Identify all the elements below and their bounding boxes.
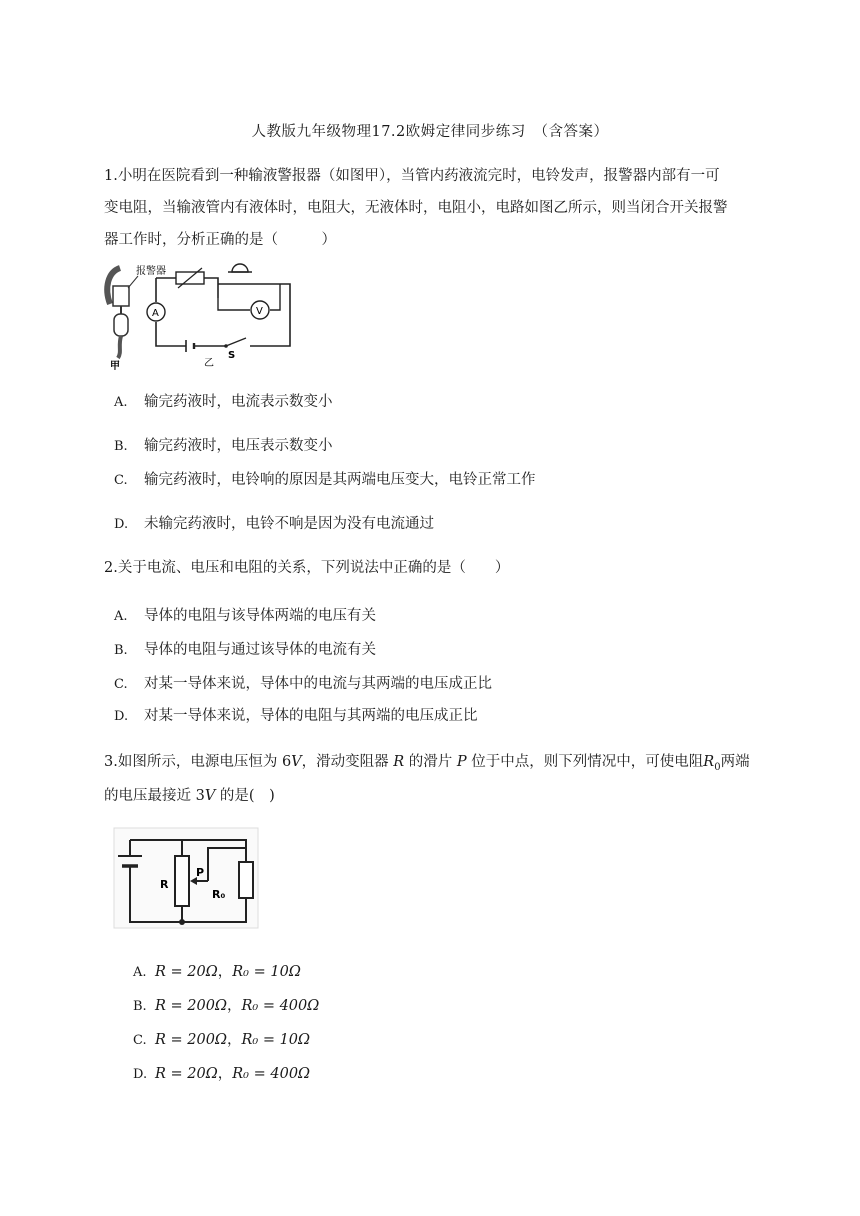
q3-text: ，滑动变阻器 [301,754,394,770]
option-sep: ， [226,998,242,1014]
resistor-r0 [239,862,253,898]
option-r: R = 200Ω [155,998,227,1014]
option-sep: ， [226,1032,242,1048]
yi-label: 乙 [204,358,214,369]
q1-stem-line-3: 器工作时，分析正确的是（ ） [104,232,336,248]
option-text: 对某一导体来说，导体的电阻与其两端的电压成正比 [144,708,478,724]
q1-option-d [114,514,434,535]
q3-var-r0-sub: 0 [714,761,721,773]
q2-option-b [114,640,376,661]
q3-var-p: P [456,754,467,770]
option-r0: R₀ = 10Ω [232,964,301,980]
bell-icon [232,264,248,272]
option-r: R = 200Ω [155,1032,227,1048]
switch-icon [226,338,246,346]
option-text: 未输完药液时，电铃不响是因为没有电流通过 [144,516,434,532]
q3-option-b [133,996,319,1017]
q1-circuit-figure [100,258,300,373]
option-letter: D. [133,1067,148,1082]
option-text: 输完药液时，电流表示数变小 [144,394,333,410]
option-text: 导体的电阻与通过该导体的电流有关 [144,642,376,658]
q1-option-c [114,470,536,491]
r-label: R [160,878,169,891]
lower-tube [118,336,121,358]
switch-pivot [224,344,228,348]
q3-stem-line-1 [104,752,750,778]
q3-unit-v: V [291,754,302,770]
jia-label: 甲 [110,361,120,372]
ammeter-label: A [152,308,159,319]
alarm-box [113,286,129,306]
q3-text: 位于中点，则下列情况中，可使电阻 [466,754,704,770]
q1-stem-line-1: 1.小明在医院看到一种输液警报器（如图甲），当管内药液流完时，电铃发声，报警器内部有一可 [104,168,720,184]
q3-text: 的电压最接近 3 [104,788,205,804]
q3-text: 两端 [720,754,750,770]
option-letter: A. [114,609,128,624]
option-letter: B. [114,439,128,454]
option-text: 输完药液时，电压表示数变小 [144,438,333,454]
q2-option-a [114,606,376,627]
option-sep: ， [217,1066,233,1082]
option-r0: R₀ = 400Ω [241,998,320,1014]
alarm-label: 报警器 [136,266,166,277]
page-title: 人教版九年级物理17.2欧姆定律同步练习 （含答案） [251,124,609,140]
option-letter: A. [133,965,147,980]
q3-text: 的滑片 [404,754,457,770]
circuit-wires [156,278,290,346]
switch-label: S [228,350,236,361]
option-r0: R₀ = 10Ω [241,1032,311,1048]
q1-stem-line-2: 变电阻，当输液管内有液体时，电阻大，无液体时，电阻小，电路如图乙所示，则当闭合开关报警 [104,200,728,216]
q1-option-b [114,436,333,457]
option-r: R = 20Ω [155,1066,218,1082]
alarm-pointer [128,276,138,288]
option-r0: R₀ = 400Ω [232,1066,311,1082]
q3-circuit-figure [112,826,260,930]
option-letter: C. [114,473,128,488]
option-letter: D. [114,517,129,532]
q2-option-c [114,674,492,695]
voltmeter-label: V [256,306,263,317]
q3-var-r0: R [703,754,715,770]
q3-var-r: R [393,754,405,770]
q3-option-c [133,1030,310,1051]
q3-unit-v: V [204,788,216,804]
drip-chamber [114,314,128,336]
option-letter: C. [114,677,128,692]
option-r: R = 20Ω [155,964,218,980]
q3-option-d [133,1064,310,1085]
voltmeter-wires [218,284,280,310]
q3-text: 3.如图所示，电源电压恒为 6 [104,754,292,770]
option-text: 导体的电阻与该导体两端的电压有关 [144,608,376,624]
option-text: 对某一导体来说，导体中的电流与其两端的电压成正比 [144,676,492,692]
q3-option-a [133,962,301,983]
r0-label: R₀ [212,888,226,901]
p-label: P [196,866,205,879]
q3-text: 的是( ) [215,788,275,804]
option-letter: D. [114,709,129,724]
junction-dot [179,919,185,925]
option-letter: B. [114,643,128,658]
option-text: 输完药液时，电铃响的原因是其两端电压变大，电铃正常工作 [144,472,536,488]
q3-stem-line-2 [104,786,275,806]
q2-option-d [114,706,478,727]
option-letter: C. [133,1033,147,1048]
rheostat-r [175,856,189,906]
q2-stem: 2.关于电流、电压和电阻的关系，下列说法中正确的是（ ） [104,560,510,576]
option-sep: ， [217,964,233,980]
q1-option-a [114,392,333,413]
option-letter: A. [114,395,128,410]
option-letter: B. [133,999,147,1014]
